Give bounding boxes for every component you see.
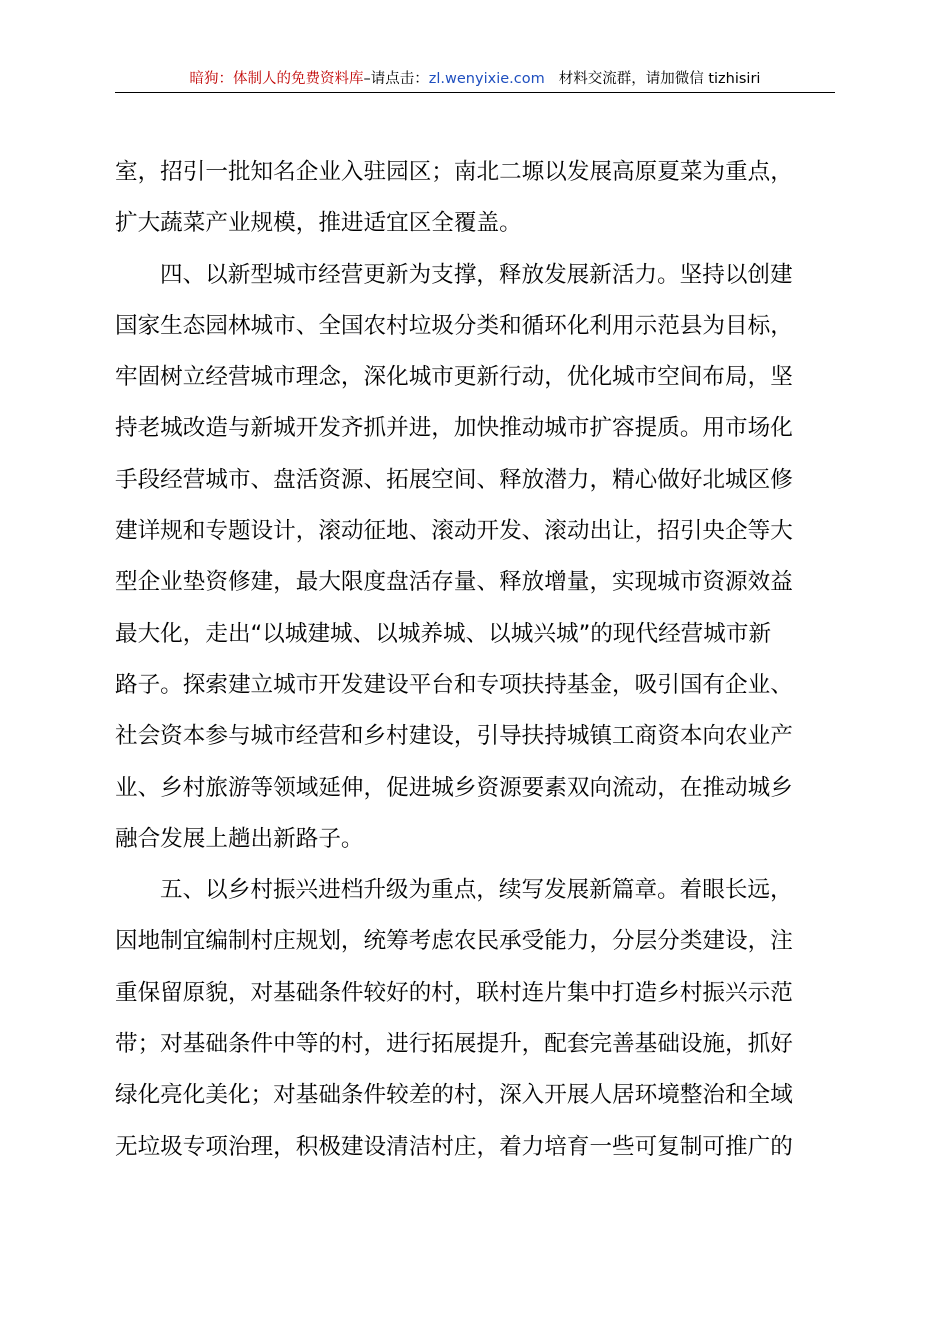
body-line: 手段经营城市、盘活资源、拓展空间、释放潜力，精心做好北城区修	[115, 466, 793, 493]
body-line: 牢固树立经营城市理念，深化城市更新行动，优化城市空间布局，坚	[115, 364, 793, 391]
document-body	[115, 147, 835, 1173]
body-line: 建详规和专题设计，滚动征地、滚动开发、滚动出让，招引央企等大	[115, 518, 793, 545]
body-line: 因地制宜编制村庄规划，统筹考虑农民承受能力，分层分类建设，注	[115, 928, 793, 955]
page-header	[115, 66, 835, 93]
body-line: 室，招引一批知名企业入驻园区；南北二塬以发展高原夏菜为重点，	[115, 159, 793, 185]
body-line: 社会资本参与城市经营和乡村建设，引导扶持城镇工商资本向农业产	[115, 723, 793, 750]
header-brand: 暗狗：体制人的免费资料库	[189, 71, 364, 87]
body-line: 重保留原貌，对基础条件较好的村，联村连片集中打造乡村振兴示范	[115, 979, 793, 1006]
body-line: 路子。探索建立城市开发建设平台和专项扶持基金，吸引国有企业、	[115, 671, 793, 698]
body-line: 无垃圾专项治理，积极建设清洁村庄，着力培育一些可复制可推广的	[115, 1133, 793, 1160]
header-link[interactable]: zl.wenyixie.com	[428, 71, 545, 87]
paragraph-heading-line: 五、以乡村振兴进档升级为重点，续写发展新篇章。着眼长远，	[160, 877, 793, 904]
body-line: 融合发展上趟出新路子。	[115, 825, 364, 852]
header-contact: 材料交流群，请加微信 tizhisiri	[558, 71, 761, 87]
body-line: 国家生态园林城市、全国农村垃圾分类和循环化利用示范县为目标，	[115, 312, 793, 339]
paragraph-heading-line: 四、以新型城市经营更新为支撑，释放发展新活力。坚持以创建	[160, 261, 793, 288]
body-line: 持老城改造与新城开发齐抓并进，加快推动城市扩容提质。用市场化	[115, 415, 793, 442]
body-line: 绿化亮化美化；对基础条件较差的村，深入开展人居环境整治和全域	[115, 1082, 793, 1109]
body-line: 最大化，走出“以城建城、以城养城、以城兴城”的现代经营城市新	[115, 620, 772, 647]
body-line: 业、乡村旅游等领域延伸，促进城乡资源要素双向流动，在推动城乡	[115, 774, 793, 801]
header-prompt: –请点击：	[363, 71, 429, 87]
body-line: 带；对基础条件中等的村，进行拓展提升，配套完善基础设施，抓好	[115, 1031, 793, 1058]
body-line: 型企业垫资修建，最大限度盘活存量、释放增量，实现城市资源效益	[115, 569, 793, 596]
body-line: 扩大蔬菜产业规模，推进适宜区全覆盖。	[115, 210, 522, 237]
